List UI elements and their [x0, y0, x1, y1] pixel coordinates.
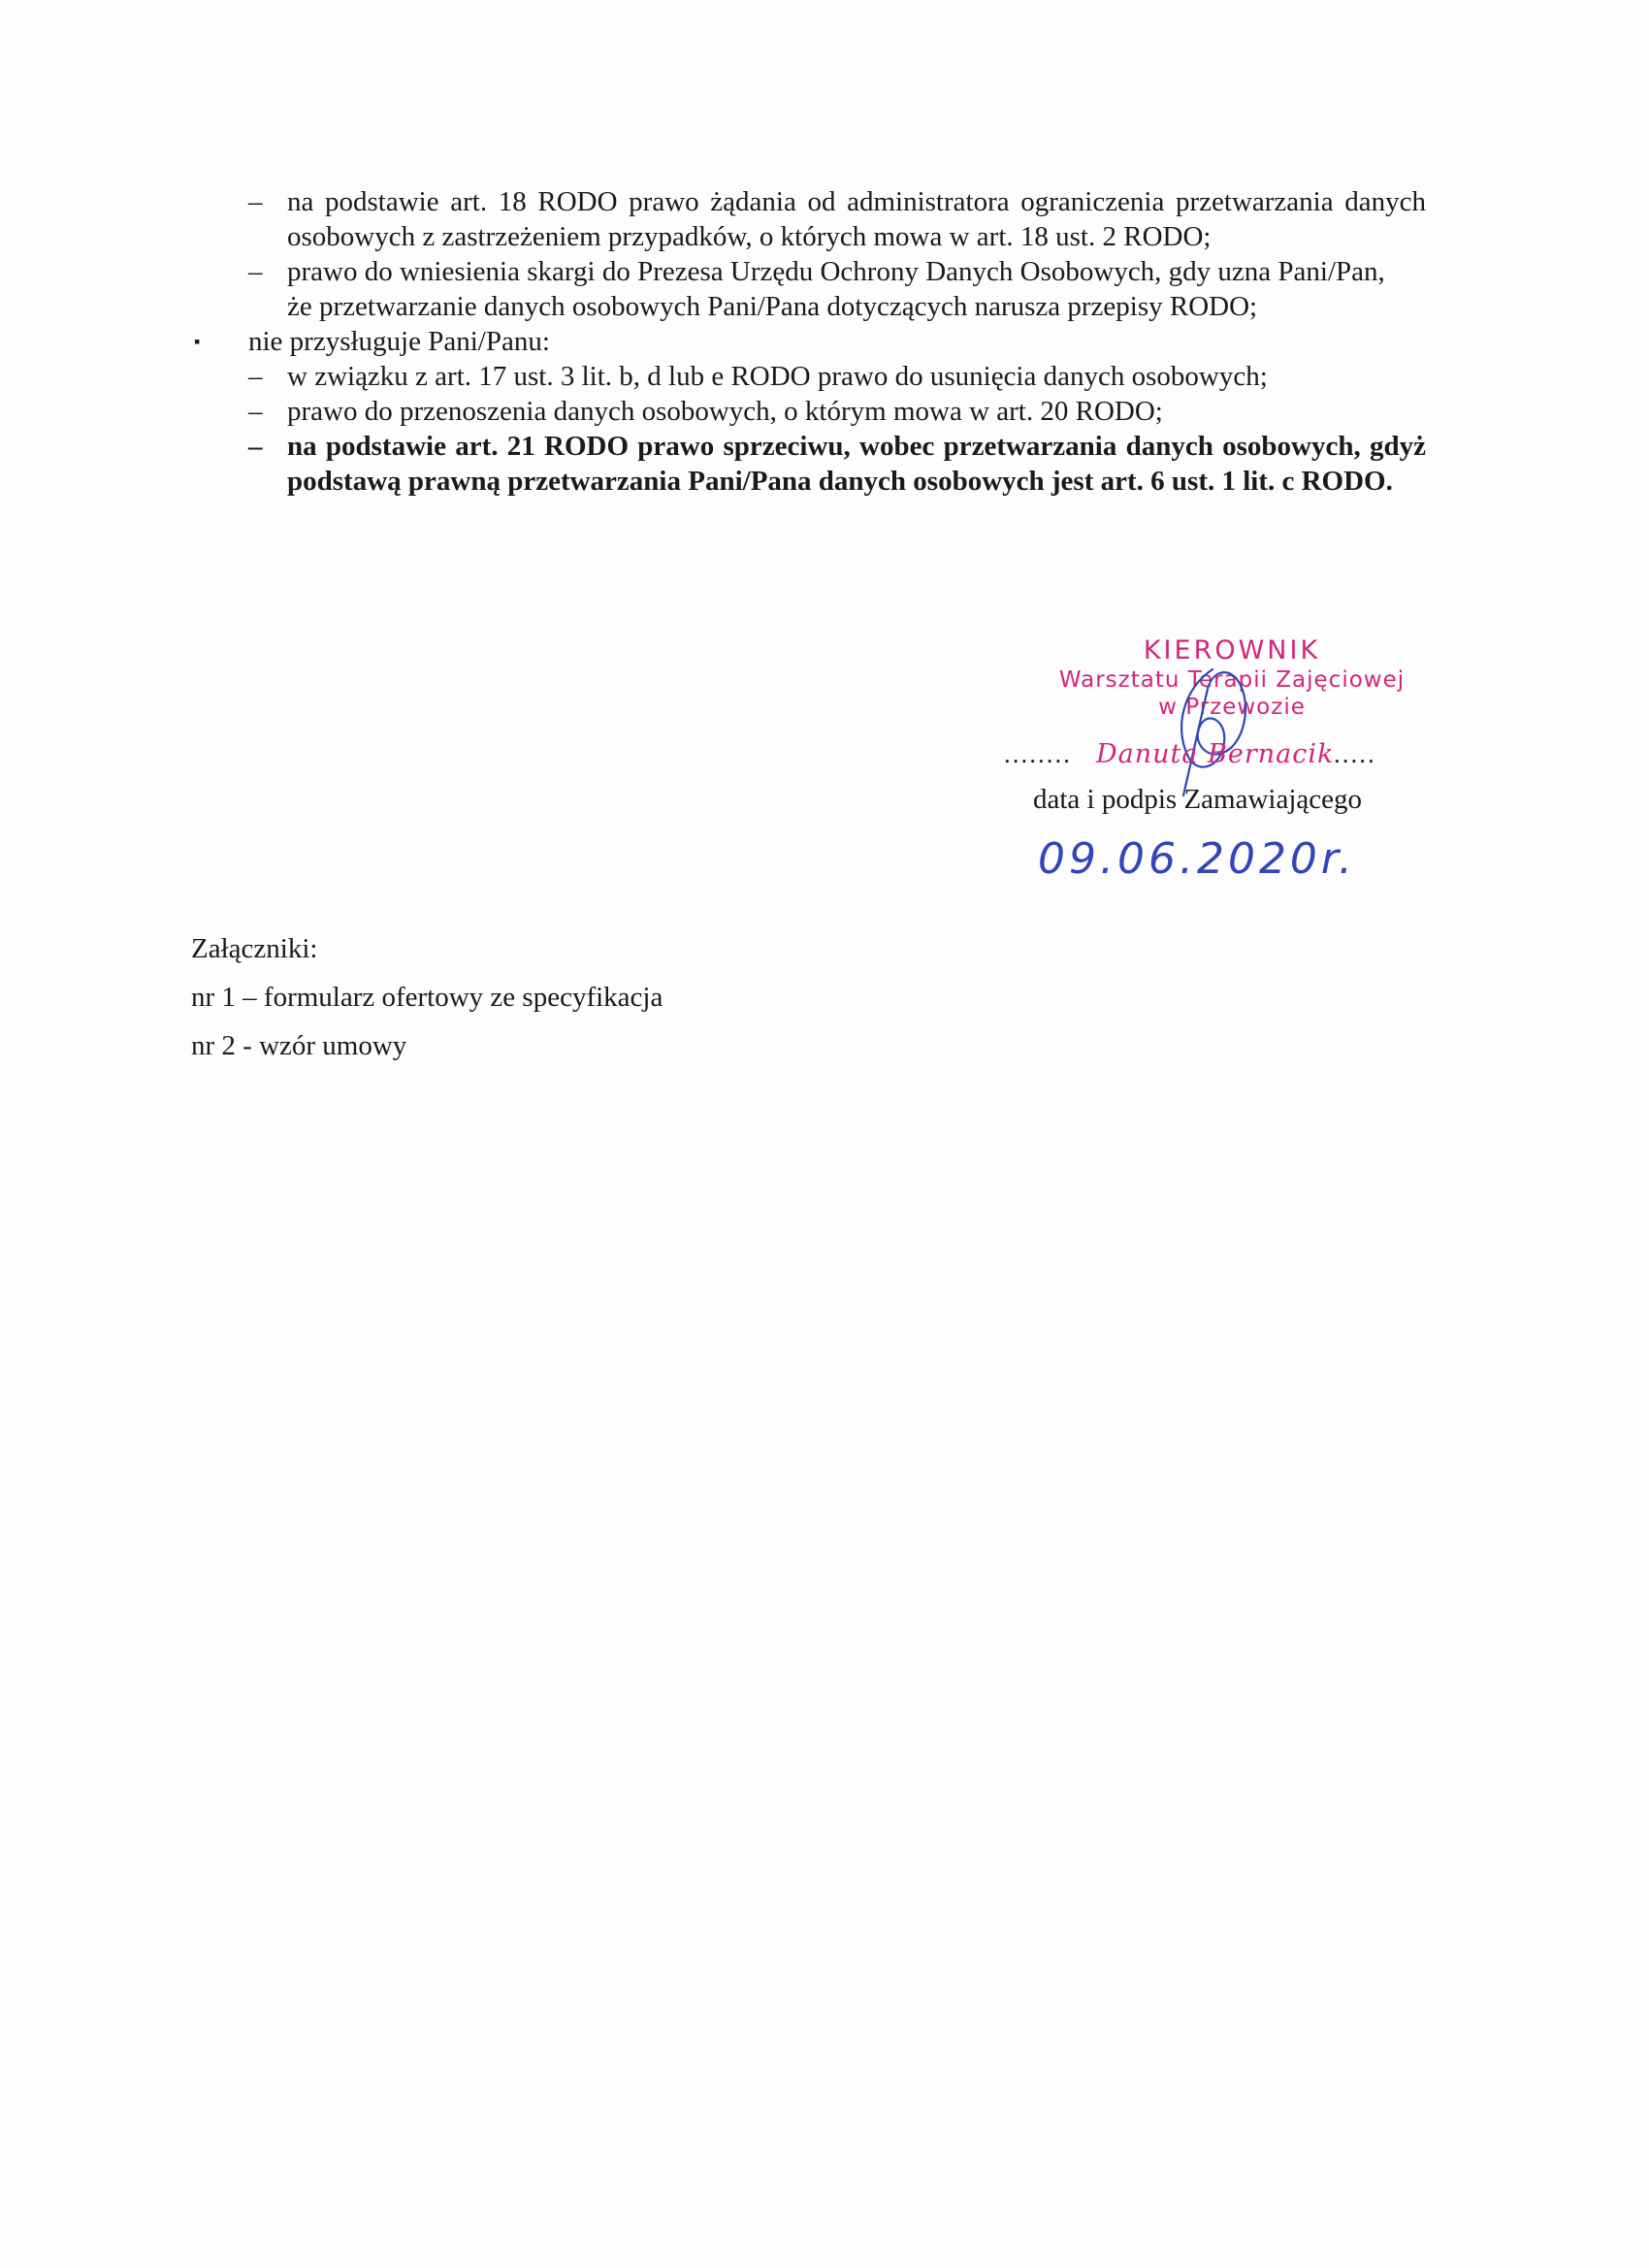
- attachments-heading: Załączniki:: [191, 933, 318, 964]
- signature-dots-right: .....: [1334, 739, 1376, 768]
- dash-marker: –: [248, 256, 263, 287]
- bullet-item: [194, 324, 1426, 359]
- stamp-name: Danuta Bernacik: [1096, 739, 1335, 769]
- stamp-title: KIEROWNIK: [1143, 635, 1321, 665]
- list-item-text: prawo do przenoszenia danych osobowych, o którym mowa w art. 20 RODO;: [287, 396, 1163, 427]
- dash-marker: –: [248, 361, 263, 392]
- attachment-item: nr 1 – formularz ofertowy ze specyfikacja: [191, 982, 663, 1013]
- list-item-text: prawo do wniesienia skargi do Prezesa Urzędu Ochrony Danych Osobowych, gdy uzna Pani/Pan,: [287, 256, 1385, 287]
- rodo-rights-text: [194, 184, 1426, 499]
- list-item: [194, 429, 1426, 499]
- stamp-line-1: Warsztatu Terapii Zajęciowej: [1058, 667, 1406, 693]
- list-item: [194, 254, 1426, 289]
- stamp-line-2: w Przewozie: [1158, 695, 1306, 720]
- list-item: [194, 359, 1426, 394]
- dash-marker: –: [248, 186, 263, 217]
- attachment-item: nr 2 - wzór umowy: [191, 1030, 407, 1061]
- attachments-section: [191, 931, 663, 1077]
- list-item-continuation: że przetwarzanie danych osobowych Pani/Pana dotyczących narusza przepisy RODO;: [287, 291, 1258, 322]
- dash-marker: –: [248, 431, 263, 462]
- bullet-heading: nie przysługuje Pani/Panu:: [248, 326, 550, 357]
- square-bullet-icon: ▪: [194, 332, 201, 351]
- dash-marker: –: [248, 396, 263, 427]
- signature-caption: data i podpis Zamawiającego: [1033, 784, 1363, 815]
- signature-dots-left: ........: [1004, 739, 1072, 768]
- list-item: [194, 184, 1426, 254]
- list-item-text-bold: na podstawie art. 21 RODO prawo sprzeciwu, wobec przetwarzania danych osobowych, gdyż podstawą prawną przetwarzania Pani/Pana danych osobowych jest art. 6 ust. 1 lit. c RODO.: [287, 431, 1426, 497]
- handwritten-date: 09.06.2020r.: [1038, 834, 1356, 884]
- list-item-text: na podstawie art. 18 RODO prawo żądania od administratora ograniczenia przetwarzania danych osobowych z zastrzeżeniem przypadków, o których mowa w art. 18 ust. 2 RODO;: [287, 186, 1426, 252]
- list-item-text: w związku z art. 17 ust. 3 lit. b, d lub e RODO prawo do usunięcia danych osobowych;: [287, 361, 1268, 392]
- list-item: [194, 394, 1426, 429]
